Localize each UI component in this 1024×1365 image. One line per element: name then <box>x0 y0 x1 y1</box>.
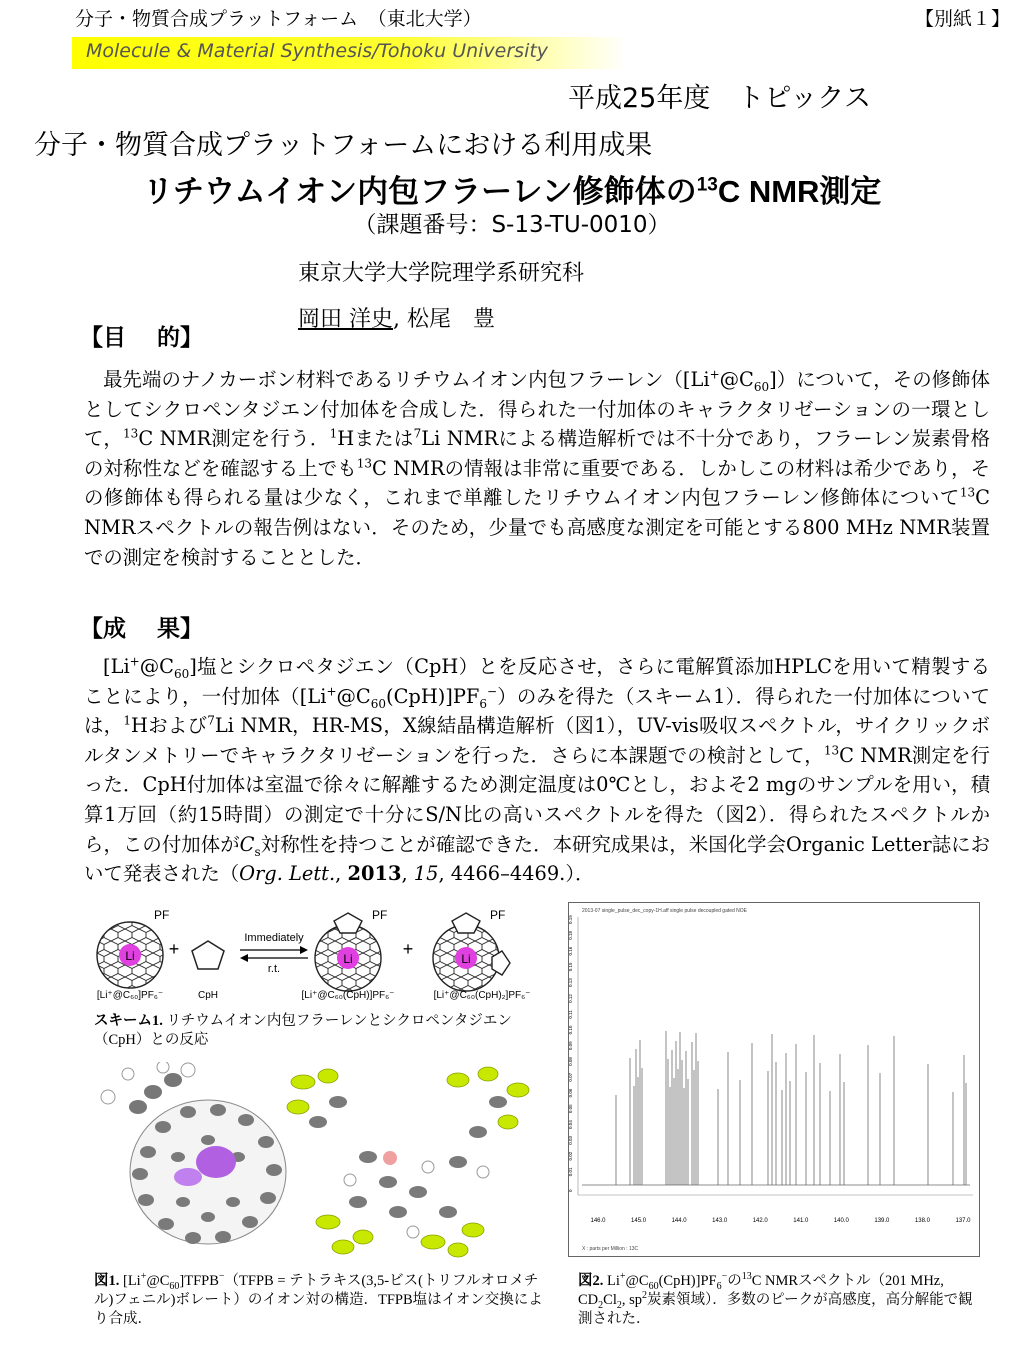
sup-1: 1 <box>329 426 338 441</box>
author-first: 岡田 洋史 <box>298 307 393 332</box>
sup-plus: + <box>619 1271 626 1283</box>
comma: , <box>401 862 414 886</box>
scheme-1 <box>90 905 560 1005</box>
results-text: ]塩とシクロペタジエン（CpH）とを反応させ，さらに電解質添加HPLCを用いて精製することにより，一付加体（[Li <box>84 655 990 708</box>
x-tick-label: 138.0 <box>914 1218 930 1224</box>
y-tick-label: 0.07 <box>568 1072 573 1082</box>
x-tick-label: 143.0 <box>712 1218 728 1224</box>
purpose-text: C NMRの情報は非常に重要である．しかしこの材料は希少であり，その修飾体も得られる量は少なく，これまで単離したリチウムイオン内包フラーレン修飾体について <box>84 456 990 510</box>
y-tick-label: 0.02 <box>568 1151 573 1161</box>
sub-60: 60 <box>648 1280 659 1292</box>
y-tick-label: 0.03 <box>568 1135 573 1145</box>
y-tick-label: 0 <box>568 1189 573 1192</box>
results-text: @C <box>139 655 174 678</box>
y-tick-label: 0.15 <box>568 962 573 972</box>
topics-heading: 平成25年度 トピックス <box>568 83 872 114</box>
y-tick-label: 0.06 <box>568 1088 573 1098</box>
pf6-label: PF <box>154 908 170 922</box>
fig1-text: ]TFPB <box>179 1273 219 1289</box>
pf6-label: PF <box>372 908 388 922</box>
results-text: [Li <box>103 655 130 678</box>
fig1-text: @C <box>146 1273 170 1289</box>
purpose-text: C NMR測定を行う． <box>138 427 330 451</box>
scheme-caption <box>94 1012 534 1050</box>
sup-minus: − <box>721 1271 728 1283</box>
sup-7: 7 <box>413 426 422 441</box>
journal-volume: 15 <box>413 862 439 886</box>
section-purpose: 【目 的】 <box>80 325 204 351</box>
y-tick-label: 0.13 <box>568 978 573 988</box>
results-text: C NMR測定を行った．CpH付加体は室温で徐々に解離するため測定温度は0℃とし，およそ2 mgのサンプルを用い，積算1万回（約15時間）の測定で十分にS/N比の高いスペクトルを得た（図2）．得られたスペクトルから，この付加体が <box>84 743 990 856</box>
y-tick-label: 0.04 <box>568 1120 573 1129</box>
sub-60: 60 <box>173 666 190 681</box>
y-tick-label: 0.09 <box>568 1041 573 1051</box>
results-paragraph <box>84 652 990 902</box>
purpose-text: C NMRスペクトルの報告例はない．そのため，少量でも高感度な測定を可能とする800 MHz NMR装置での測定を検討することとした． <box>84 486 990 569</box>
arrow-top-label: Immediately <box>244 932 304 944</box>
sup-7: 7 <box>207 713 215 728</box>
results-text: Li NMR，HR-MS，X線結晶構造解析（図1），UV-vis吸収スペクトル，サイクリックボルタンメトリーでキャラクタリゼーションを行った．さらに本課題での検討として， <box>84 714 990 767</box>
purpose-text: Hまたは <box>337 427 414 451</box>
fig2-text: 炭素領域）．多数のピークが高感度，高分解能で観測された． <box>578 1292 973 1327</box>
figure-2-caption <box>578 1272 978 1329</box>
scheme-caption-label: スキーム1. <box>94 1013 163 1029</box>
li-label: Li <box>343 952 353 966</box>
sub-2: 2 <box>616 1299 622 1311</box>
fullerene-2 <box>315 913 381 991</box>
y-tick-label: 0.05 <box>568 1104 573 1114</box>
tfpb-anion-model <box>287 1067 529 1257</box>
sup-13: 13 <box>741 1271 752 1283</box>
results-text: Hおよび <box>131 714 208 738</box>
y-tick-label: 0.16 <box>568 946 573 956</box>
purpose-text: ]）について，その修飾体としてシクロペンタジエン付加体を合成した．得られた一付加体のキャラクタリゼーションの一環として， <box>84 368 990 451</box>
sub-60: 60 <box>370 696 387 711</box>
banner <box>72 37 627 69</box>
sup-plus: + <box>140 1271 147 1283</box>
x-tick-label: 145.0 <box>631 1218 647 1224</box>
spectrum-x-label: X : parts per Million : 13C <box>582 1246 639 1252</box>
compound-label: CpH <box>197 990 219 1001</box>
sup-13: 13 <box>823 743 840 758</box>
cph-ring <box>192 941 224 969</box>
fig1-text: [Li <box>123 1273 141 1289</box>
y-tick-label: 0.11 <box>568 1010 573 1019</box>
results-text: @C <box>336 684 371 708</box>
x-tick-label: 139.0 <box>874 1218 890 1224</box>
x-tick-label: 146.0 <box>590 1218 606 1224</box>
header-platform: 分子・物質合成プラットフォーム （東北大学） <box>75 8 482 30</box>
y-tick-label: 0.12 <box>568 994 573 1003</box>
fullerene-cage-model <box>101 1062 286 1244</box>
affiliation: 東京大学大学院理学系研究科 <box>298 261 585 286</box>
figure-1-caption <box>94 1272 554 1329</box>
results-text: , 4466–4469.）． <box>438 862 595 886</box>
banner-text: Molecule & Material Synthesis/Tohoku University <box>86 40 549 62</box>
sup-plus: + <box>326 684 337 699</box>
plus-2: + <box>402 939 414 959</box>
compound-label: [Li⁺@C₆₀(CpH)]PF₆⁻ <box>301 990 395 1001</box>
fig2-text: @C <box>625 1273 649 1289</box>
sup-2: 2 <box>642 1290 648 1302</box>
sup-plus: + <box>129 654 140 669</box>
project-code: （課題番号：S-13-TU-0010） <box>353 212 671 238</box>
title-sup: 13 <box>696 174 718 196</box>
results-text: ）のみを得た（スキーム1）．得られた一付加体については， <box>84 684 990 738</box>
purpose-paragraph <box>84 365 990 605</box>
fig1-text: （TFPB = テトラキス(3,5-ビス(トリフルオロメチル)フェニル)ボレート）のイオン対の構造．TFPB塩はイオン交換により合成． <box>94 1273 543 1327</box>
fig2-text: Cl <box>603 1292 617 1308</box>
subtitle: 分子・物質合成プラットフォームにおける利用成果 <box>34 130 653 161</box>
figure-2-spectrum <box>568 902 980 1257</box>
fullerene-1 <box>97 922 163 988</box>
sup-13: 13 <box>959 485 976 500</box>
cs-symbol: C <box>239 832 255 856</box>
authors <box>298 302 495 333</box>
purpose-text: Li NMRによる構造解析では不十分であり，フラーレン炭素骨格の対称性などを確認する上でも <box>84 427 990 480</box>
pf6-label: PF <box>490 908 506 922</box>
y-tick-label: 0.01 <box>568 1167 573 1177</box>
sup-1: 1 <box>123 713 132 728</box>
y-tick-label: 0.19 <box>568 915 573 924</box>
arrow-bottom-label: r.t. <box>267 963 281 975</box>
y-tick-label: 0.10 <box>568 1025 573 1035</box>
sup-13: 13 <box>356 456 373 471</box>
sub-2: 2 <box>598 1299 604 1311</box>
journal-name: Org. Lett. <box>239 862 336 886</box>
page-title <box>0 166 1024 211</box>
sub-60: 60 <box>753 379 770 394</box>
x-tick-label: 141.0 <box>793 1218 809 1224</box>
y-tick-label: 0.18 <box>568 930 573 940</box>
x-tick-label: 144.0 <box>671 1218 687 1224</box>
x-tick-label: 140.0 <box>833 1218 849 1224</box>
sup-13: 13 <box>123 426 139 441</box>
compound-label: [Li⁺@C₆₀(CpH)₂]PF₆⁻ <box>433 990 531 1001</box>
sup-minus: − <box>487 684 498 699</box>
sup-plus: + <box>709 367 720 382</box>
title-tail: C NMR測定 <box>717 174 882 209</box>
fig2-text: , sp <box>621 1292 643 1308</box>
x-tick-label: 137.0 <box>955 1218 971 1224</box>
fig2-text: Li <box>607 1273 620 1289</box>
li-label: Li <box>461 952 471 966</box>
section-results: 【成 果】 <box>80 616 204 642</box>
y-tick-label: 0.08 <box>568 1057 573 1066</box>
title-main: リチウムイオン内包フラーレン修飾体の <box>142 174 697 209</box>
results-text: 対称性を持つことが確認できた．本研究成果は，米国化学会Organic Letter誌において発表された（ <box>84 832 990 886</box>
compound-label: [Li⁺@C₆₀]PF₆⁻ <box>96 990 164 1001</box>
scheme-caption-text: リチウムイオン内包フラーレンとシクロペンタジエン（CpH）との反応 <box>94 1013 512 1048</box>
fig2-text: の <box>727 1273 742 1289</box>
fig2-label: 図2. <box>578 1273 604 1289</box>
li-label: Li <box>125 949 135 963</box>
fig2-text: (CpH)]PF <box>658 1273 717 1289</box>
fig2-text: C NMRスペクトル（201 MHz, CD <box>578 1273 944 1308</box>
purpose-text: @C <box>719 368 754 391</box>
header-attachment: 【別紙１】 <box>914 8 1010 30</box>
sub-6: 6 <box>716 1280 722 1292</box>
spectrum-header: 2013-07 single_pulse_dec_copy-1H.aff single pulse decoupled gated NOE <box>582 908 748 914</box>
plus-1: + <box>168 939 180 959</box>
cs-sub: s <box>254 844 261 859</box>
fig1-label: 図1. <box>94 1273 120 1289</box>
figure-1-structure <box>88 1062 558 1262</box>
sub-60: 60 <box>169 1280 180 1292</box>
author-rest: , 松尾 豊 <box>393 307 495 332</box>
purpose-text: 最先端のナノカーボン材料であるリチウムイオン内包フラーレン（[Li <box>103 368 710 391</box>
x-tick-label: 142.0 <box>752 1218 768 1224</box>
sup-minus: − <box>218 1271 225 1283</box>
fullerene-3 <box>433 913 510 991</box>
sub-6: 6 <box>479 696 488 711</box>
journal-year: 2013 <box>347 862 402 886</box>
results-text: (CpH)]PF <box>386 684 480 708</box>
comma: , <box>335 862 348 886</box>
